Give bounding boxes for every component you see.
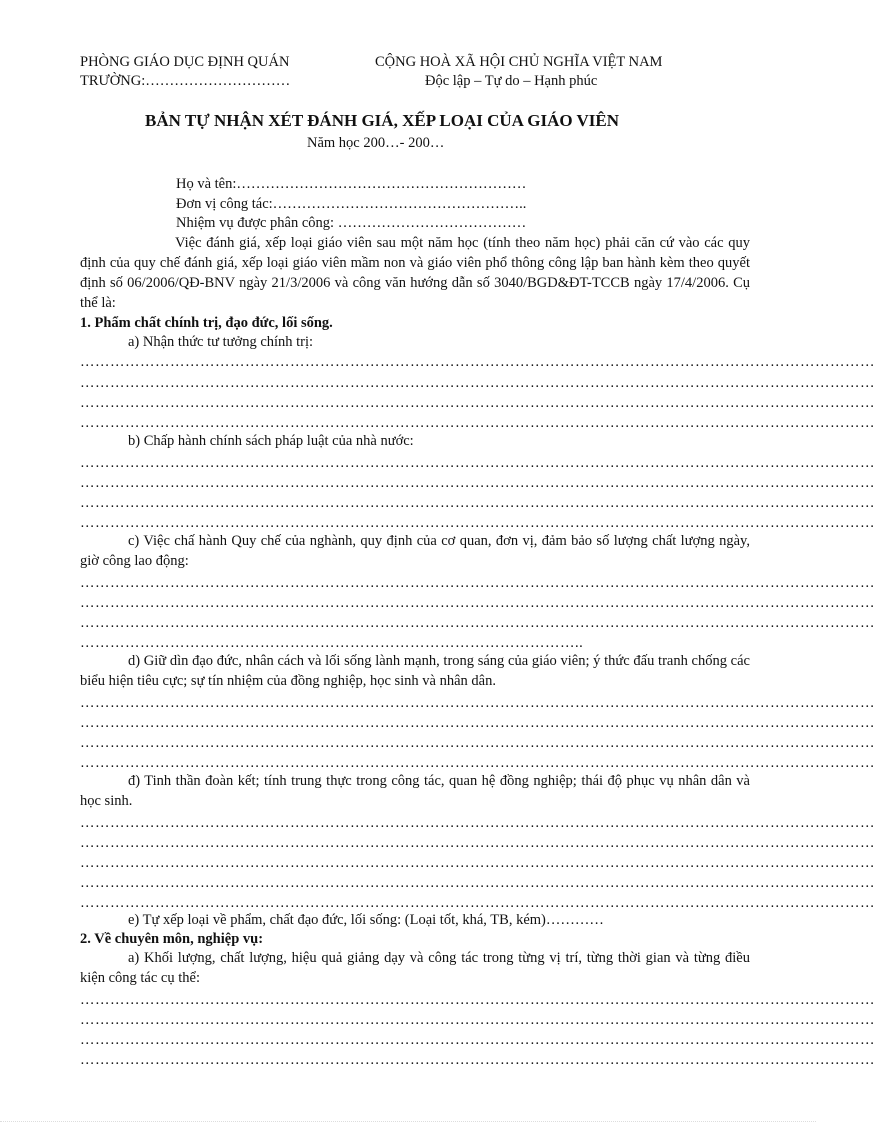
answer-line: …………………………………………………………………………………………………………………………………………… — [80, 415, 875, 431]
school-year: Năm học 200…- 200… — [307, 135, 445, 151]
answer-line: ……………………………………………………………………………………….. — [80, 635, 584, 651]
answer-line: …………………………………………………………………………………………………………………………………………… — [80, 695, 875, 711]
answer-line: …………………………………………………………………………………………………………………………………………… — [80, 354, 875, 370]
dept-name: PHÒNG GIÁO DỤC ĐỊNH QUÁN — [80, 54, 290, 70]
item-2a: a) Khối lượng, chất lượng, hiệu quả giảng dạy và công tác trong từng vị trí, từng thời gian và từng điều kiện công tác cụ thể: — [80, 950, 750, 986]
item-1e: e) Tự xếp loại về phẩm, chất đạo đức, lối sống: (Loại tốt, khá, TB, kém)………… — [128, 912, 604, 928]
intro-paragraph: Việc đánh giá, xếp loại giáo viên sau một năm học (tính theo năm học) phải căn cứ vào các quy định của quy chế đánh giá, xếp loại giáo viên mầm non và giáo viên phổ thông công lập ban hành kèm theo quyết định số 06/2006/QĐ-BNV ngày 21/3/2006 và công văn hướng dẫn số 3040/BGD&ĐT-TCCB ngày 17/4/2006. Cụ thể là: — [80, 235, 750, 311]
item-1b: b) Chấp hành chính sách pháp luật của nhà nước: — [128, 433, 414, 449]
answer-line: …………………………………………………………………………………………………………………………………………… — [80, 395, 875, 411]
duty-field: Nhiệm vụ được phân công: ………………………………… — [176, 215, 527, 231]
answer-line: …………………………………………………………………………………………………………………………………………… — [80, 495, 875, 511]
answer-line: …………………………………………………………………………………………………………………………………………… — [80, 835, 875, 851]
national-motto: Độc lập – Tự do – Hạnh phúc — [425, 73, 598, 89]
national-title: CỘNG HOÀ XÃ HỘI CHỦ NGHĨA VIỆT NAM — [375, 54, 663, 70]
answer-line: …………………………………………………………………………………………………………………………………………… — [80, 1012, 875, 1028]
answer-line: …………………………………………………………………………………………………………………………………………… — [80, 815, 875, 831]
answer-line: …………………………………………………………………………………………………………………………………………… — [80, 755, 875, 771]
answer-line: …………………………………………………………………………………………………………………………………………… — [80, 875, 875, 891]
answer-line: …………………………………………………………………………………………………………………………………………… — [80, 735, 875, 751]
section1-heading: 1. Phẩm chất chính trị, đạo đức, lối sống. — [80, 315, 333, 331]
item-1dd: đ) Tinh thần đoàn kết; tính trung thực trong công tác, quan hệ đồng nghiệp; thái độ phục vụ nhân dân và học sinh. — [80, 773, 750, 809]
name-field: Họ và tên:…………………………………………………… — [176, 176, 527, 192]
item-1d: d) Giữ dìn đạo đức, nhân cách và lối sống lành mạnh, trong sáng của giáo viên; ý thức đấu tranh chống các biểu hiện tiêu cực; sự tín nhiệm của đồng nghiệp, học sinh và nhân dân. — [80, 653, 750, 689]
page-bottom-rule — [0, 1121, 816, 1122]
answer-line: …………………………………………………………………………………………………………………………………………… — [80, 575, 875, 591]
unit-field: Đơn vị công tác:…………………………………………….. — [176, 196, 527, 212]
answer-line: …………………………………………………………………………………………………………………………………………… — [80, 595, 875, 611]
answer-line: …………………………………………………………………………………………………………………………………………… — [80, 615, 875, 631]
answer-line: …………………………………………………………………………………………………………………………………………… — [80, 895, 875, 911]
answer-line: …………………………………………………………………………………………………………………………………………… — [80, 855, 875, 871]
answer-line: …………………………………………………………………………………………………………………………………………… — [80, 715, 875, 731]
answer-line: …………………………………………………………………………………………………………………………………………… — [80, 1032, 875, 1048]
answer-line: …………………………………………………………………………………………………………………………………………… — [80, 1052, 875, 1068]
answer-line: …………………………………………………………………………………………………………………………………………… — [80, 455, 875, 471]
answer-line: …………………………………………………………………………………………………………………………………………… — [80, 375, 875, 391]
item-1a: a) Nhận thức tư tưởng chính trị: — [128, 334, 314, 350]
answer-line: …………………………………………………………………………………………………………………………………………… — [80, 992, 875, 1008]
answer-line: …………………………………………………………………………………………………………………………………………… — [80, 475, 875, 491]
item-1c: c) Việc chấ hành Quy chế của nghành, quy định của cơ quan, đơn vị, đảm bảo số lượng chất lượng ngày, giờ công lao động: — [80, 533, 750, 569]
answer-line: …………………………………………………………………………………………………………………………………………… — [80, 515, 875, 531]
page-title: BẢN TỰ NHẬN XÉT ĐÁNH GIÁ, XẾP LOẠI CỦA GIÁO VIÊN — [145, 111, 620, 130]
school-name-field: TRƯỜNG:………………………… — [80, 73, 291, 89]
section2-heading: 2. Về chuyên môn, nghiệp vụ: — [80, 931, 264, 947]
